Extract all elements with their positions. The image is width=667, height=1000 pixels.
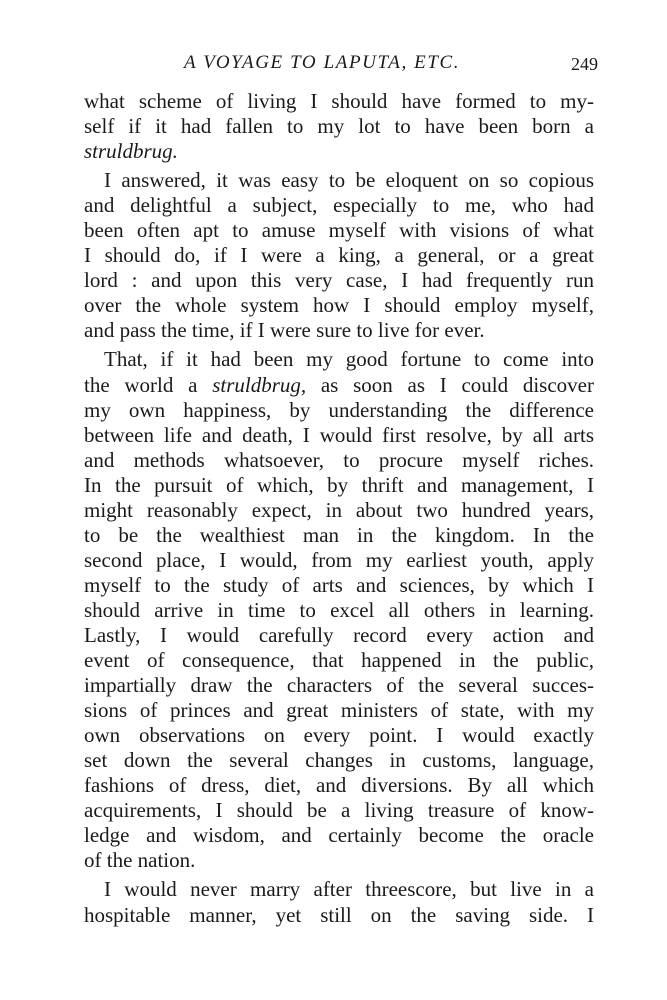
text-line: my own happiness, by understanding the difference <box>84 397 594 422</box>
text-line: In the pursuit of which, by thrift and management, I <box>84 472 594 497</box>
text-line: ledge and wisdom, and certainly become the oracle <box>84 823 594 848</box>
text-line: struldbrug. <box>84 139 178 164</box>
body-text <box>84 89 594 928</box>
text-line: and pass the time, if I were sure to live for ever. <box>84 318 485 343</box>
text-line: acquirements, I should be a living treasure of know- <box>84 798 594 823</box>
text-line: myself to the study of arts and sciences, by which I <box>84 572 594 597</box>
text-line: hospitable manner, yet still on the saving side. I <box>84 902 594 927</box>
running-title: A VOYAGE TO LAPUTA, ETC. <box>184 52 461 73</box>
text-line: second place, I would, from my earliest youth, apply <box>84 547 594 572</box>
text-line: and delightful a subject, especially to me, who had <box>84 193 594 218</box>
text-line: lord : and upon this very case, I had frequently run <box>84 268 594 293</box>
text-line: That, if it had been my good fortune to come into <box>104 347 594 372</box>
running-header <box>84 52 598 80</box>
text-line: sions of princes and great ministers of state, with my <box>84 698 594 723</box>
text-line: I would never marry after threescore, but live in a <box>104 877 594 902</box>
page-number: 249 <box>571 54 598 74</box>
text-line: might reasonably expect, in about two hundred years, <box>84 497 594 522</box>
text-line: to be the wealthiest man in the kingdom. In the <box>84 522 594 547</box>
text-line: been often apt to amuse myself with visions of what <box>84 218 594 243</box>
text-line: and methods whatsoever, to procure myself riches. <box>84 447 594 472</box>
text-line: I should do, if I were a king, a general, or a great <box>84 243 594 268</box>
text-line: over the whole system how I should employ myself, <box>84 293 594 318</box>
text-line: set down the several changes in customs, language, <box>84 748 594 773</box>
text-line: between life and death, I would first resolve, by all arts <box>84 422 594 447</box>
text-line: I answered, it was easy to be eloquent on so copious <box>104 168 594 193</box>
text-line: should arrive in time to excel all others in learning. <box>84 597 594 622</box>
text-line: of the nation. <box>84 848 196 873</box>
text-line: own observations on every point. I would exactly <box>84 723 594 748</box>
text-line: self if it had fallen to my lot to have been born a <box>84 114 594 139</box>
text-line: fashions of dress, diet, and diversions. By all which <box>84 773 594 798</box>
text-line: event of consequence, that happened in the public, <box>84 648 594 673</box>
text-line: the world a struldbrug, as soon as I could discover <box>84 372 594 397</box>
text-line: impartially draw the characters of the several succes- <box>84 673 594 698</box>
text-line: what scheme of living I should have formed to my- <box>84 89 594 113</box>
text-line: Lastly, I would carefully record every action and <box>84 622 594 647</box>
